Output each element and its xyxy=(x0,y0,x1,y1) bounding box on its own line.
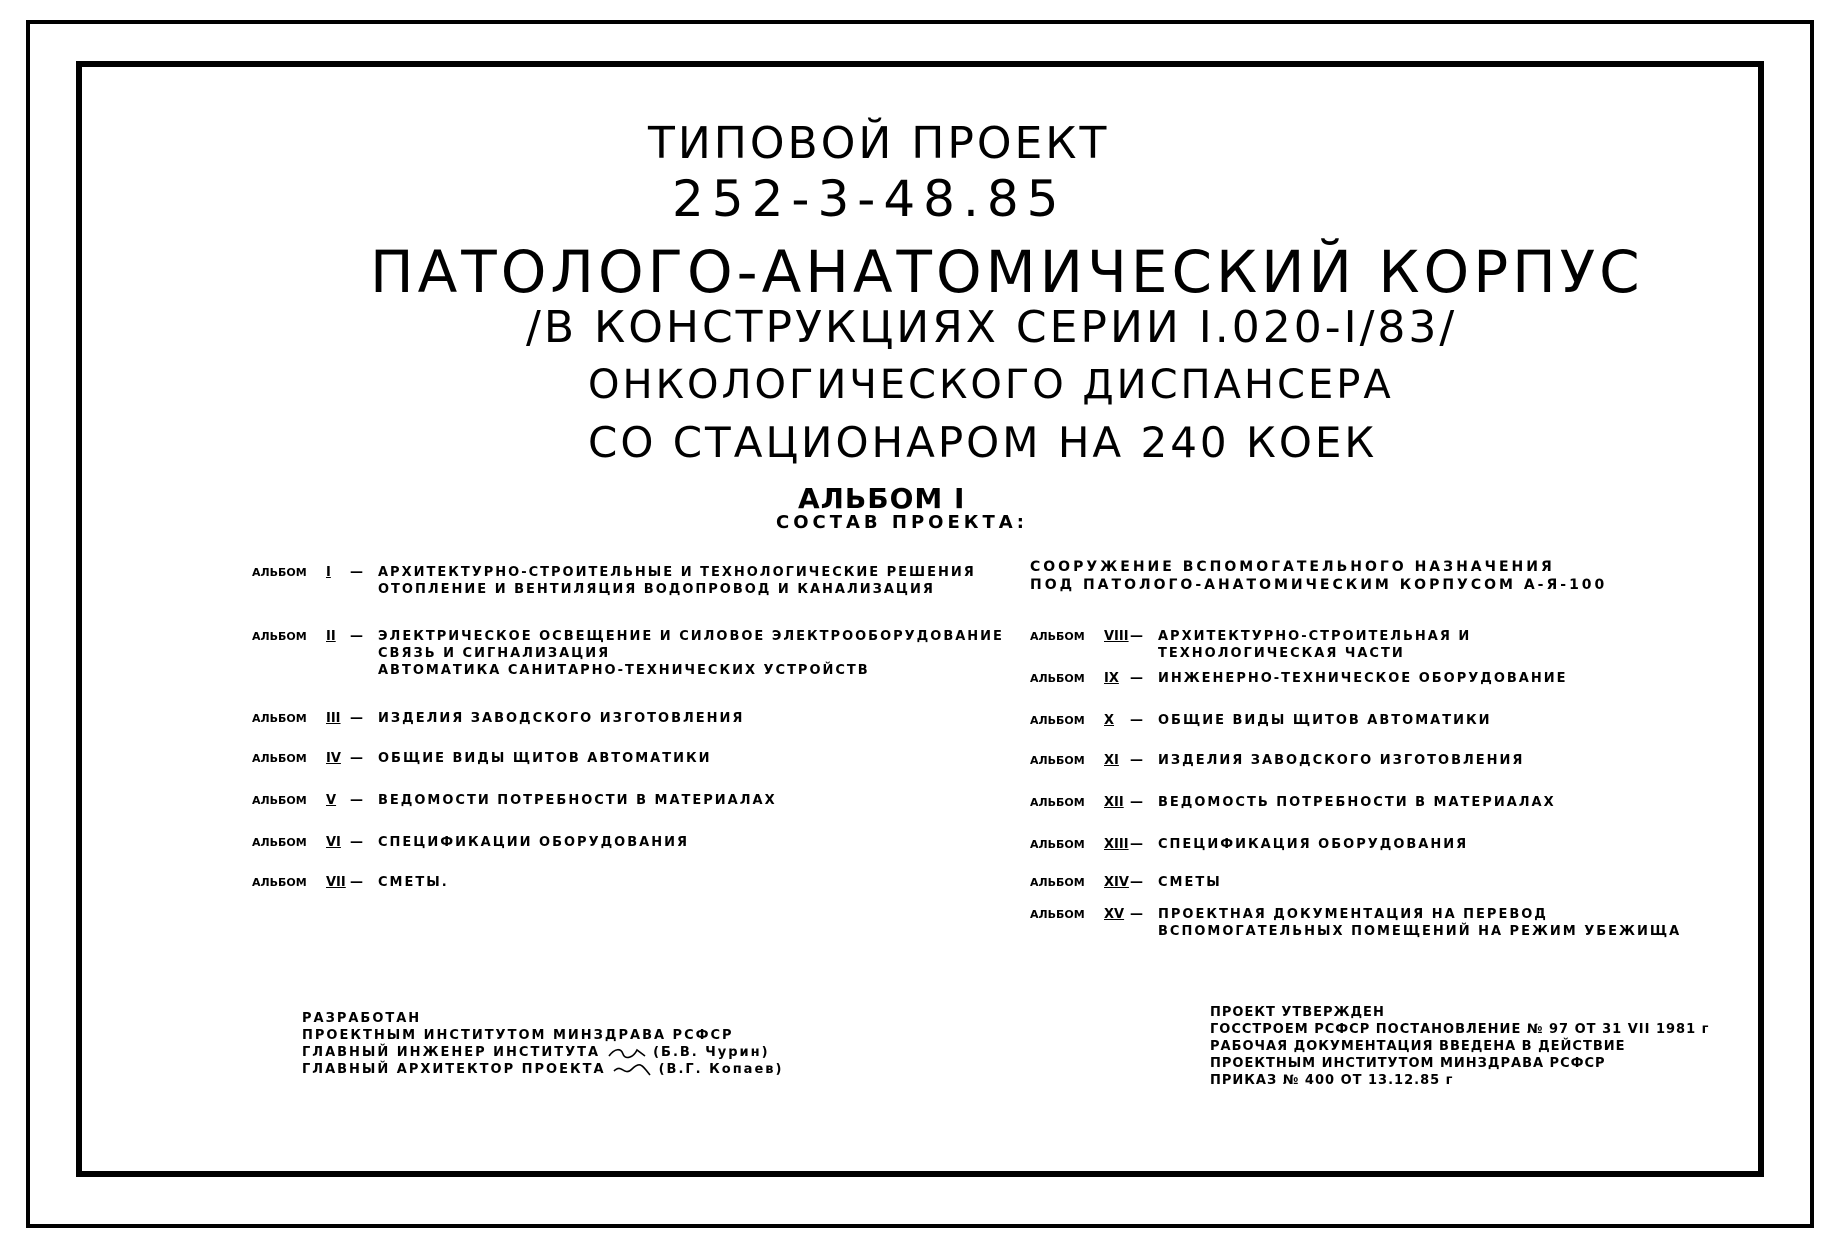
album-description-line: АВТОМАТИКА САНИТАРНО-ТЕХНИЧЕСКИХ УСТРОЙСТВ xyxy=(378,663,870,678)
album-description-line: ПРОЕКТНАЯ ДОКУМЕНТАЦИЯ НА ПЕРЕВОД xyxy=(1158,907,1548,922)
album-description-line: ВЕДОМОСТЬ ПОТРЕБНОСТИ В МАТЕРИАЛАХ xyxy=(1158,795,1556,810)
approval-line: РАБОЧАЯ ДОКУМЕНТАЦИЯ ВВЕДЕНА В ДЕЙСТВИЕ xyxy=(1210,1039,1626,1054)
right-heading-line: ПОД ПАТОЛОГО-АНАТОМИЧЕСКИМ КОРПУСОМ А-Я-100 xyxy=(1030,577,1608,593)
chief-engineer-line xyxy=(302,1044,783,1061)
album-description xyxy=(378,710,744,727)
album-numeral: III xyxy=(326,711,341,726)
album-description xyxy=(1158,874,1222,891)
album-label: АЛЬБОМ xyxy=(1030,630,1085,643)
album-description xyxy=(378,792,777,809)
developed-line: РАЗРАБОТАН xyxy=(302,1011,422,1026)
project-series: /В КОНСТРУКЦИЯХ СЕРИИ I.020-I/83/ xyxy=(526,302,1458,353)
album-label: АЛЬБОМ xyxy=(1030,876,1085,889)
album-numeral: XV xyxy=(1104,907,1125,922)
approval-block xyxy=(1210,1004,1709,1089)
album-label: АЛЬБОМ xyxy=(252,566,307,579)
approval-line: ПРОЕКТ УТВЕРЖДЕН xyxy=(1210,1005,1385,1020)
album-label: АЛЬБОМ xyxy=(1030,796,1085,809)
album-numeral: IX xyxy=(1104,671,1119,686)
project-code: 252-3-48.85 xyxy=(672,170,1067,228)
album-label: АЛЬБОМ xyxy=(252,836,307,849)
album-dash: — xyxy=(350,793,363,808)
signature-icon xyxy=(607,1046,647,1060)
album-dash: — xyxy=(1130,875,1143,890)
project-dept: ОНКОЛОГИЧЕСКОГО ДИСПАНСЕРА xyxy=(588,362,1394,408)
album-numeral: I xyxy=(326,565,331,580)
album-dash: — xyxy=(350,711,363,726)
album-description-line: СМЕТЫ xyxy=(1158,875,1222,890)
album-description-line: ИЗДЕЛИЯ ЗАВОДСКОГО ИЗГОТОВЛЕНИЯ xyxy=(1158,753,1525,768)
album-dash: — xyxy=(350,835,363,850)
album-description xyxy=(1158,836,1468,853)
approval-line: ПРОЕКТНЫМ ИНСТИТУТОМ МИНЗДРАВА РСФСР xyxy=(1210,1056,1606,1071)
album-dash: — xyxy=(1130,907,1143,922)
album-description-line: ОТОПЛЕНИЕ И ВЕНТИЛЯЦИЯ ВОДОПРОВОД И КАНАЛИЗАЦИЯ xyxy=(378,582,935,597)
album-numeral: VI xyxy=(326,835,341,850)
album-numeral: IV xyxy=(326,751,341,766)
album-description xyxy=(1158,794,1556,811)
album-dash: — xyxy=(1130,837,1143,852)
album-dash: — xyxy=(1130,713,1143,728)
approval-line: ПРИКАЗ № 400 ОТ 13.12.85 г xyxy=(1210,1073,1454,1088)
chief-architect-name: (В.Г. Копаев) xyxy=(658,1062,784,1077)
chief-architect-label: ГЛАВНЫЙ АРХИТЕКТОР ПРОЕКТА xyxy=(302,1062,606,1077)
album-description-line: АРХИТЕКТУРНО-СТРОИТЕЛЬНЫЕ И ТЕХНОЛОГИЧЕСКИЕ РЕШЕНИЯ xyxy=(378,565,976,580)
album-label: АЛЬБОМ xyxy=(252,752,307,765)
album-dash: — xyxy=(1130,671,1143,686)
album-description-line: ОБЩИЕ ВИДЫ ЩИТОВ АВТОМАТИКИ xyxy=(1158,713,1492,728)
album-description xyxy=(1158,712,1491,729)
chief-architect-line xyxy=(302,1061,783,1078)
chief-engineer-name: (Б.В. Чурин) xyxy=(653,1045,770,1060)
album-dash: — xyxy=(350,875,363,890)
album-description-line: ИНЖЕНЕРНО-ТЕХНИЧЕСКОЕ ОБОРУДОВАНИЕ xyxy=(1158,671,1568,686)
album-description xyxy=(378,750,711,767)
album-description-line: ОБЩИЕ ВИДЫ ЩИТОВ АВТОМАТИКИ xyxy=(378,751,712,766)
album-label: АЛЬБОМ xyxy=(1030,838,1085,851)
album-label: АЛЬБОМ xyxy=(252,712,307,725)
album-description-line: ЭЛЕКТРИЧЕСКОЕ ОСВЕЩЕНИЕ И СИЛОВОЕ ЭЛЕКТРООБОРУДОВАНИЕ xyxy=(378,629,1004,644)
album-label: АЛЬБОМ xyxy=(252,876,307,889)
album-description-line: ИЗДЕЛИЯ ЗАВОДСКОГО ИЗГОТОВЛЕНИЯ xyxy=(378,711,745,726)
album-numeral: XIII xyxy=(1104,837,1129,852)
album-description-line: СМЕТЫ. xyxy=(378,875,449,890)
album-dash: — xyxy=(350,629,363,644)
album-numeral: XI xyxy=(1104,753,1119,768)
album-label: АЛЬБОМ xyxy=(1030,714,1085,727)
album-description-line: СВЯЗЬ И СИГНАЛИЗАЦИЯ xyxy=(378,646,611,661)
album-dash: — xyxy=(350,565,363,580)
developed-block xyxy=(302,1010,783,1078)
right-column-heading xyxy=(1030,558,1607,594)
album-description xyxy=(1158,906,1681,940)
album-description-line: СПЕЦИФИКАЦИИ ОБОРУДОВАНИЯ xyxy=(378,835,689,850)
album-description-line: ВСПОМОГАТЕЛЬНЫХ ПОМЕЩЕНИЙ НА РЕЖИМ УБЕЖИЩА xyxy=(1158,924,1682,939)
album-label: АЛЬБОМ xyxy=(1030,754,1085,767)
right-heading-line: СООРУЖЕНИЕ ВСПОМОГАТЕЛЬНОГО НАЗНАЧЕНИЯ xyxy=(1030,559,1555,575)
album-description-line: АРХИТЕКТУРНО-СТРОИТЕЛЬНАЯ И xyxy=(1158,629,1472,644)
album-description-line: ТЕХНОЛОГИЧЕСКАЯ ЧАСТИ xyxy=(1158,646,1405,661)
album-description xyxy=(378,834,689,851)
album-dash: — xyxy=(1130,753,1143,768)
album-label: АЛЬБОМ xyxy=(252,794,307,807)
album-numeral: X xyxy=(1104,713,1115,728)
composition-heading: СОСТАВ ПРОЕКТА: xyxy=(776,512,1028,533)
album-label: АЛЬБОМ xyxy=(252,630,307,643)
album-label: АЛЬБОМ xyxy=(1030,908,1085,921)
album-dash: — xyxy=(1130,629,1143,644)
album-description xyxy=(378,628,1004,679)
album-description xyxy=(378,874,449,891)
album-numeral: XIV xyxy=(1104,875,1129,890)
signature-icon xyxy=(612,1063,652,1077)
album-description xyxy=(1158,752,1524,769)
album-dash: — xyxy=(1130,795,1143,810)
album-label: АЛЬБОМ xyxy=(1030,672,1085,685)
album-description xyxy=(1158,628,1471,662)
album-description-line: ВЕДОМОСТИ ПОТРЕБНОСТИ В МАТЕРИАЛАХ xyxy=(378,793,777,808)
project-name: ПАТОЛОГО-АНАТОМИЧЕСКИЙ КОРПУС xyxy=(370,238,1644,306)
album-description xyxy=(378,564,976,598)
album-number: АЛЬБОМ I xyxy=(798,482,966,515)
album-numeral: XII xyxy=(1104,795,1124,810)
chief-engineer-label: ГЛАВНЫЙ ИНЖЕНЕР ИНСТИТУТА xyxy=(302,1045,601,1060)
developed-line: ПРОЕКТНЫМ ИНСТИТУТОМ МИНЗДРАВА РСФСР xyxy=(302,1028,734,1043)
album-dash: — xyxy=(350,751,363,766)
album-numeral: II xyxy=(326,629,336,644)
project-type: ТИПОВОЙ ПРОЕКТ xyxy=(648,118,1110,169)
album-numeral: V xyxy=(326,793,337,808)
approval-line: ГОССТРОЕМ РСФСР ПОСТАНОВЛЕНИЕ № 97 ОТ 31 VII 1981 г xyxy=(1210,1022,1710,1037)
album-numeral: VII xyxy=(326,875,346,890)
album-description-line: СПЕЦИФИКАЦИЯ ОБОРУДОВАНИЯ xyxy=(1158,837,1469,852)
project-stationary: СО СТАЦИОНАРОМ НА 240 КОЕК xyxy=(588,418,1378,467)
album-description xyxy=(1158,670,1568,687)
album-numeral: VIII xyxy=(1104,629,1129,644)
